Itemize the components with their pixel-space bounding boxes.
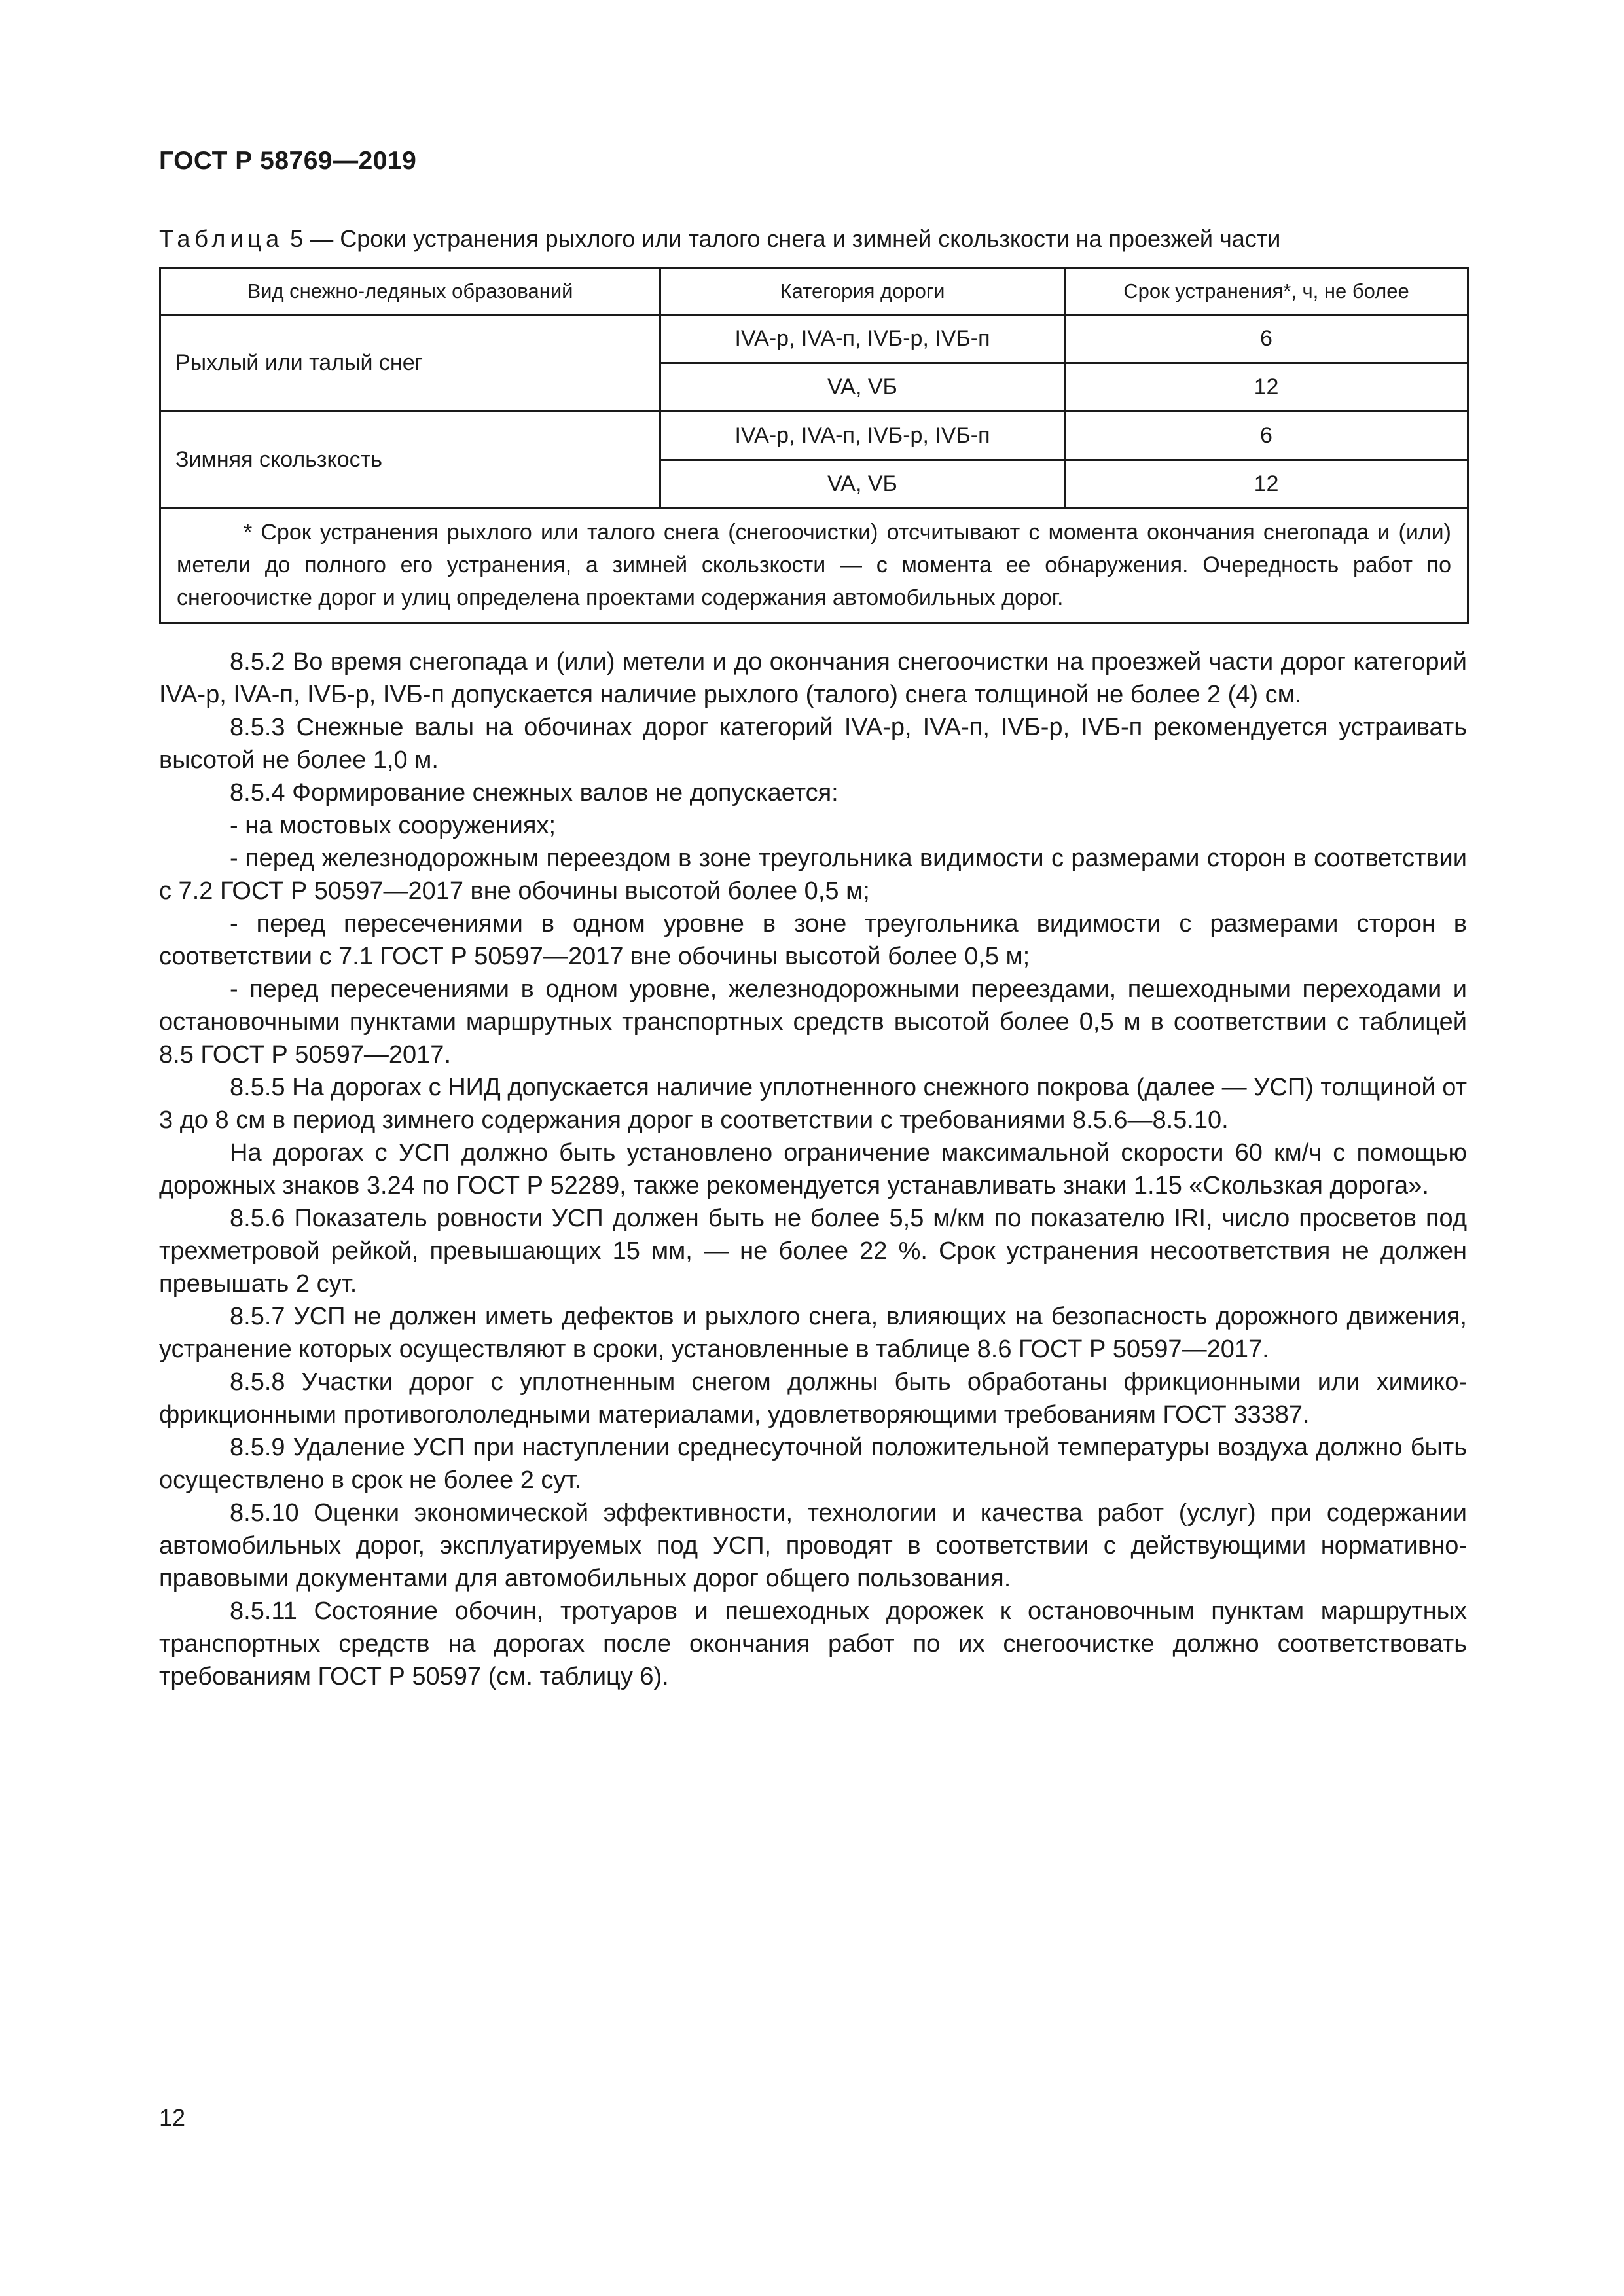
page-number: 12 xyxy=(159,2104,186,2131)
paragraph-8-5-11: 8.5.11 Состояние обочин, тротуаров и пешеходных дорожек к остановочным пунктам маршрутных транспортных средств на дорогах после окончания работ по их снегоочистке должно соответствовать требованиям ГОСТ Р 50597 (см. таблицу 6). xyxy=(159,1597,1467,1690)
table-caption xyxy=(159,225,1280,253)
paragraph-8-5-9: 8.5.9 Удаление УСП при наступлении среднесуточной положительной температуры воздуха должно быть осуществлено в срок не более 2 сут. xyxy=(159,1434,1467,1494)
table-caption-label: Таблица xyxy=(159,225,284,252)
term-cell: 12 xyxy=(1065,460,1468,509)
list-item: - перед пересечениями в одном уровне, железнодорожными переездами, пешеходными переходами и остановочными пунктами маршрутных транспортных средств высотой более 0,5 м в соответствии с таблицей 8.5 ГОСТ Р 50597—2017. xyxy=(159,975,1467,1068)
road-category-cell: IVA-р, IVA-п, IVБ-р, IVБ-п xyxy=(660,315,1065,363)
column-header-type: Вид снежно-ледяных образований xyxy=(160,268,660,315)
paragraph-8-5-10: 8.5.10 Оценки экономической эффективности, технологии и качества работ (услуг) при содержании автомобильных дорог, эксплуатируемых под УСП, проводят в соответствии с действующими нормативно-правовыми документами для автомобильных дорог общего пользования. xyxy=(159,1499,1467,1592)
list-item: - перед пересечениями в одном уровне в зоне треугольника видимости с размерами сторон в соответствии с 7.1 ГОСТ Р 50597—2017 вне обочины высотой более 0,5 м; xyxy=(159,910,1467,970)
column-header-category: Категория дороги xyxy=(660,268,1065,315)
paragraph-8-5-4: 8.5.4 Формирование снежных валов не допускается: xyxy=(230,779,839,807)
term-cell: 12 xyxy=(1065,363,1468,412)
table-row xyxy=(160,412,1468,460)
paragraph-8-5-2: 8.5.2 Во время снегопада и (или) метели и до окончания снегоочистки на проезжей части дорог категорий IVA-р, IVA-п, IVБ-р, IVБ-п допускается наличие рыхлого (талого) снега толщиной не более 2 (4) см. xyxy=(159,648,1467,708)
road-category-cell: VA, VБ xyxy=(660,460,1065,509)
table-row xyxy=(160,315,1468,363)
snow-type-cell: Рыхлый или талый снег xyxy=(160,315,660,412)
term-cell: 6 xyxy=(1065,412,1468,460)
document-header: ГОСТ Р 58769—2019 xyxy=(159,147,417,175)
road-category-cell: VA, VБ xyxy=(660,363,1065,412)
paragraph-8-5-6: 8.5.6 Показатель ровности УСП должен быть не более 5,5 м/км по показателю IRI, число просветов под трехметровой рейкой, превышающих 15 мм, — не более 22 %. Срок устранения несоответствия не должен превышать 2 сут. xyxy=(159,1205,1467,1298)
paragraph-8-5-7: 8.5.7 УСП не должен иметь дефектов и рыхлого снега, влияющих на безопасность дорожного движения, устранение которых осуществляют в сроки, установленные в таблице 8.6 ГОСТ Р 50597—2017. xyxy=(159,1303,1467,1363)
list-item: - на мостовых сооружениях; xyxy=(230,812,556,839)
term-cell: 6 xyxy=(1065,315,1468,363)
road-category-cell: IVA-р, IVA-п, IVБ-р, IVБ-п xyxy=(660,412,1065,460)
body-text xyxy=(159,646,1467,1693)
snow-removal-table xyxy=(159,267,1469,624)
table-footnote: * Срок устранения рыхлого или талого снега (снегоочистки) отсчитывают с момента окончания снегопада и (или) метели до полного его устранения, а зимней скользкости — с момента ее обнаружения. Очередность работ по снегоочистке дорог и улиц определена проектами содержания автомобильных дорог. xyxy=(160,509,1468,623)
table-header-row xyxy=(160,268,1468,315)
table-footnote-row xyxy=(160,509,1468,623)
paragraph-8-5-5: 8.5.5 На дорогах с НИД допускается наличие уплотненного снежного покрова (далее — УСП) толщиной от 3 до 8 см в период зимнего содержания дорог в соответствии с требованиями 8.5.6—8.5.10. xyxy=(159,1074,1467,1134)
table-caption-text: 5 — Сроки устранения рыхлого или талого снега и зимней скользкости на проезжей части xyxy=(290,225,1281,252)
paragraph-8-5-3: 8.5.3 Снежные валы на обочинах дорог категорий IVA-р, IVA-п, IVБ-р, IVБ-п рекомендуется устраивать высотой не более 1,0 м. xyxy=(159,714,1467,774)
column-header-term: Срок устранения*, ч, не более xyxy=(1065,268,1468,315)
snow-type-cell: Зимняя скользкость xyxy=(160,412,660,509)
list-item: - перед железнодорожным переездом в зоне треугольника видимости с размерами сторон в соответствии с 7.2 ГОСТ Р 50597—2017 вне обочины высотой более 0,5 м; xyxy=(159,845,1467,905)
paragraph-speed-limit: На дорогах с УСП должно быть установлено ограничение максимальной скорости 60 км/ч с помощью дорожных знаков 3.24 по ГОСТ Р 52289, также рекомендуется устанавливать знаки 1.15 «Скользкая дорога». xyxy=(159,1139,1467,1199)
paragraph-8-5-8: 8.5.8 Участки дорог с уплотненным снегом должны быть обработаны фрикционными или химико-фрикционными противогололедными материалами, удовлетворяющими требованиям ГОСТ 33387. xyxy=(159,1368,1467,1429)
